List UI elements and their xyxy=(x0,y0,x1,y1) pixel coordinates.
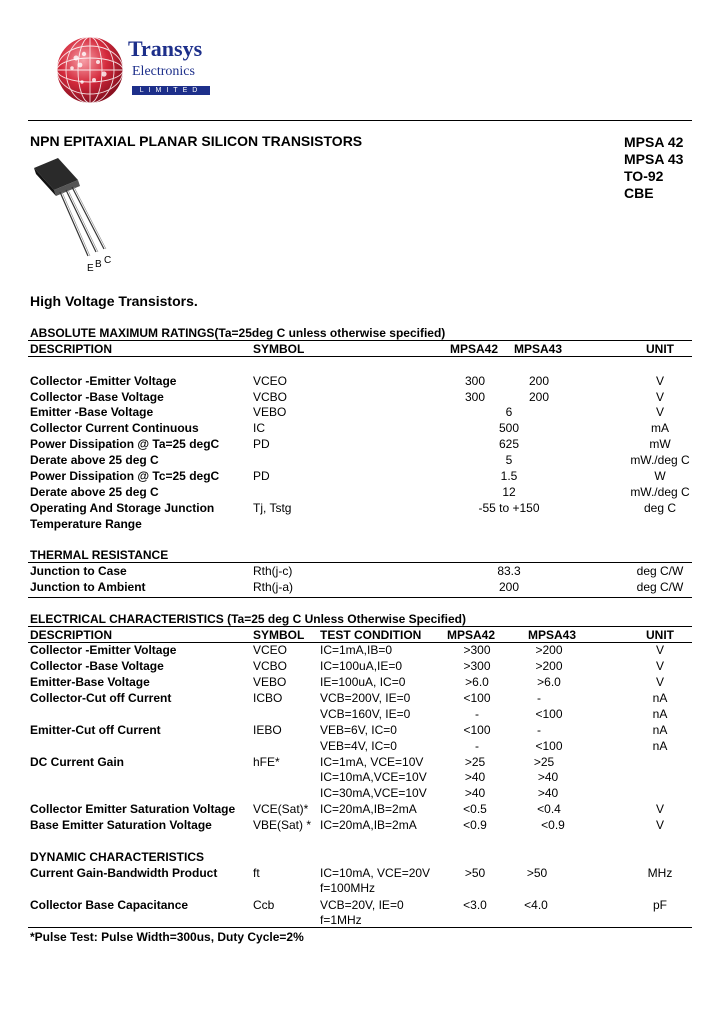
el-row-mpsa42: <0.5 xyxy=(463,802,487,816)
abs-row-unit: V xyxy=(655,374,664,388)
thermal-rule xyxy=(28,562,692,563)
company-tagline: LIMITED xyxy=(132,86,210,95)
el-row-desc: DC Current Gain xyxy=(30,755,125,769)
el-row-mpsa42: <100 xyxy=(463,691,491,705)
abs-row-common: 625 xyxy=(498,437,520,451)
abs-row-symbol: PD xyxy=(253,437,270,451)
company-name: Transys xyxy=(128,36,203,61)
el-col-symbol: SYMBOL xyxy=(253,628,305,642)
el-row-condition: VCB=160V, IE=0 xyxy=(320,707,411,721)
electrical-rule-top xyxy=(28,626,692,627)
el-row-unit: nA xyxy=(652,739,668,753)
el-row-condition: IC=30mA,VCE=10V xyxy=(320,786,427,800)
dyn-row-mpsa42: <3.0 xyxy=(463,898,487,912)
abs-row-common: 12 xyxy=(502,485,516,499)
company-subtitle: Electronics xyxy=(132,64,195,79)
el-row-symbol: VCE(Sat)* xyxy=(253,802,309,816)
footnote: *Pulse Test: Pulse Width=300us, Duty Cycle=2% xyxy=(30,930,304,944)
el-row-symbol: VCBO xyxy=(253,659,288,673)
abs-row-common: 1.5 xyxy=(500,469,518,483)
el-row-mpsa42: >6.0 xyxy=(465,675,489,689)
abs-row-unit: V xyxy=(655,390,664,404)
dyn-row-desc: Collector Base Capacitance xyxy=(30,898,189,912)
el-row-symbol: VEBO xyxy=(253,675,287,689)
pin-label-b: B xyxy=(95,259,102,270)
el-col-mpsa43: MPSA43 xyxy=(528,628,577,642)
abs-row-desc: Operating And Storage Junction xyxy=(30,501,215,515)
el-row-mpsa43: >200 xyxy=(535,659,563,673)
abs-row-desc: Temperature Range xyxy=(30,517,142,531)
el-row-unit: V xyxy=(655,802,664,816)
el-col-condition: TEST CONDITION xyxy=(320,628,422,642)
el-row-condition: IC=10mA,VCE=10V xyxy=(320,770,427,784)
part-number-2: MPSA 43 xyxy=(624,151,684,167)
abs-row-common: 6 xyxy=(505,405,513,419)
abs-row-symbol: IC xyxy=(253,421,265,435)
el-col-unit: UNIT xyxy=(646,628,674,642)
abs-col-mpsa43: MPSA43 xyxy=(514,342,563,356)
abs-row-desc: Collector -Emitter Voltage xyxy=(30,374,177,388)
abs-row-symbol: VEBO xyxy=(253,405,287,419)
el-row-mpsa42: - xyxy=(475,707,479,721)
abs-row-desc: Power Dissipation @ Tc=25 degC xyxy=(30,469,220,483)
el-row-mpsa42: >40 xyxy=(464,786,486,800)
el-row-mpsa42: >40 xyxy=(464,770,486,784)
dyn-row-unit: MHz xyxy=(647,866,673,880)
thermal-row-desc: Junction to Case xyxy=(30,564,127,578)
el-row-mpsa43: - xyxy=(537,691,541,705)
abs-row-mpsa43: 200 xyxy=(528,374,550,388)
el-row-condition: IC=1mA, VCE=10V xyxy=(320,755,424,769)
pin-label-c: C xyxy=(104,255,112,266)
electrical-heading: ELECTRICAL CHARACTERISTICS (Ta=25 deg C Unless Otherwise Specified) xyxy=(30,612,466,626)
dyn-row-condition: IC=10mA, VCE=20V xyxy=(320,866,431,880)
el-row-desc: Collector -Emitter Voltage xyxy=(30,643,177,657)
el-row-condition: IE=100uA, IC=0 xyxy=(320,675,406,689)
globe-logo-icon xyxy=(54,34,126,106)
dyn-row-symbol: ft xyxy=(253,866,260,880)
el-row-desc: Base Emitter Saturation Voltage xyxy=(30,818,212,832)
thermal-row-value: 83.3 xyxy=(497,564,521,578)
pin-label-e: E xyxy=(87,263,94,274)
el-row-mpsa42: >300 xyxy=(463,659,491,673)
abs-col-symbol: SYMBOL xyxy=(253,342,305,356)
el-row-symbol: VCEO xyxy=(253,643,288,657)
abs-row-mpsa42: 300 xyxy=(464,374,486,388)
el-row-desc: Emitter-Cut off Current xyxy=(30,723,161,737)
el-row-condition: VEB=6V, IC=0 xyxy=(320,723,397,737)
el-row-mpsa43: <100 xyxy=(535,707,563,721)
el-row-condition: IC=100uA,IE=0 xyxy=(320,659,403,673)
el-row-condition: IC=20mA,IB=2mA xyxy=(320,818,417,832)
el-row-unit: V xyxy=(655,675,664,689)
abs-max-rule-header xyxy=(28,356,692,357)
part-number-1: MPSA 42 xyxy=(624,134,684,150)
abs-row-common: -55 to +150 xyxy=(478,501,540,515)
el-row-mpsa42: <100 xyxy=(463,723,491,737)
abs-row-desc: Collector Current Continuous xyxy=(30,421,199,435)
el-row-desc: Collector -Base Voltage xyxy=(30,659,164,673)
abs-row-symbol: VCEO xyxy=(253,374,288,388)
thermal-row-symbol: Rth(j-a) xyxy=(253,580,294,594)
abs-row-symbol: VCBO xyxy=(253,390,288,404)
el-row-mpsa43: >40 xyxy=(537,786,559,800)
el-row-unit: nA xyxy=(652,723,668,737)
el-row-condition: IC=1mA,IB=0 xyxy=(320,643,393,657)
thermal-heading: THERMAL RESISTANCE xyxy=(30,548,169,562)
el-row-symbol: VBE(Sat) * xyxy=(253,818,312,832)
abs-row-common: 5 xyxy=(505,453,513,467)
dyn-row-mpsa43: >50 xyxy=(526,866,548,880)
dyn-row-condition: f=100MHz xyxy=(320,881,376,895)
el-row-mpsa42: - xyxy=(475,739,479,753)
dyn-row-condition: f=1MHz xyxy=(320,913,362,927)
abs-row-desc: Emitter -Base Voltage xyxy=(30,405,154,419)
abs-row-common: 500 xyxy=(498,421,520,435)
el-row-unit: nA xyxy=(652,691,668,705)
el-row-desc: Collector-Cut off Current xyxy=(30,691,172,705)
footnote-rule xyxy=(28,927,692,928)
el-row-unit: V xyxy=(655,659,664,673)
pinout: CBE xyxy=(624,185,654,201)
thermal-rule-bottom xyxy=(28,597,692,598)
abs-row-desc: Power Dissipation @ Ta=25 degC xyxy=(30,437,220,451)
abs-row-symbol: Tj, Tstg xyxy=(253,501,292,515)
dyn-row-mpsa43: <4.0 xyxy=(524,898,548,912)
el-row-condition: VEB=4V, IC=0 xyxy=(320,739,397,753)
abs-row-unit: mW./deg C xyxy=(630,485,690,499)
el-row-condition: VCB=200V, IE=0 xyxy=(320,691,411,705)
abs-row-unit: W xyxy=(654,469,666,483)
el-row-mpsa42: >25 xyxy=(464,755,486,769)
abs-col-unit: UNIT xyxy=(646,342,674,356)
abs-max-heading: ABSOLUTE MAXIMUM RATINGS(Ta=25deg C unless otherwise specified) xyxy=(30,326,446,340)
dyn-row-mpsa42: >50 xyxy=(464,866,486,880)
thermal-row-desc: Junction to Ambient xyxy=(30,580,146,594)
abs-row-unit: deg C xyxy=(643,501,677,515)
el-row-desc: Collector Emitter Saturation Voltage xyxy=(30,802,236,816)
el-row-unit: V xyxy=(655,643,664,657)
product-subtitle: High Voltage Transistors. xyxy=(30,293,198,309)
el-row-unit: V xyxy=(655,818,664,832)
abs-row-desc: Collector -Base Voltage xyxy=(30,390,164,404)
el-row-condition: IC=20mA,IB=2mA xyxy=(320,802,417,816)
el-row-mpsa43: >6.0 xyxy=(537,675,561,689)
abs-row-mpsa43: 200 xyxy=(528,390,550,404)
abs-row-symbol: PD xyxy=(253,469,270,483)
dynamic-heading: DYNAMIC CHARACTERISTICS xyxy=(30,850,204,864)
el-row-mpsa43: <0.9 xyxy=(541,818,565,832)
el-row-symbol: IEBO xyxy=(253,723,282,737)
el-row-desc: Emitter-Base Voltage xyxy=(30,675,150,689)
thermal-row-symbol: Rth(j-c) xyxy=(253,564,293,578)
el-row-symbol: hFE* xyxy=(253,755,280,769)
el-row-symbol: ICBO xyxy=(253,691,283,705)
dyn-row-condition: VCB=20V, IE=0 xyxy=(320,898,404,912)
abs-row-desc: Derate above 25 deg C xyxy=(30,453,159,467)
el-col-description: DESCRIPTION xyxy=(30,628,113,642)
abs-row-mpsa42: 300 xyxy=(464,390,486,404)
package-type: TO-92 xyxy=(624,168,664,184)
abs-row-unit: mW./deg C xyxy=(630,453,690,467)
el-row-mpsa43: >25 xyxy=(533,755,555,769)
dyn-row-symbol: Ccb xyxy=(253,898,275,912)
header-rule xyxy=(28,120,692,121)
thermal-row-unit: deg C/W xyxy=(636,580,684,594)
abs-row-unit: mW xyxy=(649,437,671,451)
abs-row-desc: Derate above 25 deg C xyxy=(30,485,159,499)
el-row-unit: nA xyxy=(652,707,668,721)
thermal-row-value: 200 xyxy=(498,580,520,594)
abs-row-unit: mA xyxy=(651,421,669,435)
el-row-mpsa43: >200 xyxy=(535,643,563,657)
dyn-row-desc: Current Gain-Bandwidth Product xyxy=(30,866,218,880)
el-row-mpsa42: >300 xyxy=(463,643,491,657)
el-row-mpsa43: <0.4 xyxy=(537,802,561,816)
thermal-row-unit: deg C/W xyxy=(636,564,684,578)
el-row-mpsa42: <0.9 xyxy=(463,818,487,832)
dyn-row-unit: pF xyxy=(652,898,667,912)
abs-col-mpsa42: MPSA42 xyxy=(450,342,499,356)
el-row-mpsa43: <100 xyxy=(535,739,563,753)
abs-max-rule-top xyxy=(28,340,692,341)
abs-row-unit: V xyxy=(655,405,664,419)
abs-col-description: DESCRIPTION xyxy=(30,342,113,356)
el-row-mpsa43: - xyxy=(537,723,541,737)
document-title: NPN EPITAXIAL PLANAR SILICON TRANSISTORS xyxy=(30,133,363,149)
el-col-mpsa42: MPSA42 xyxy=(447,628,496,642)
el-row-mpsa43: >40 xyxy=(537,770,559,784)
